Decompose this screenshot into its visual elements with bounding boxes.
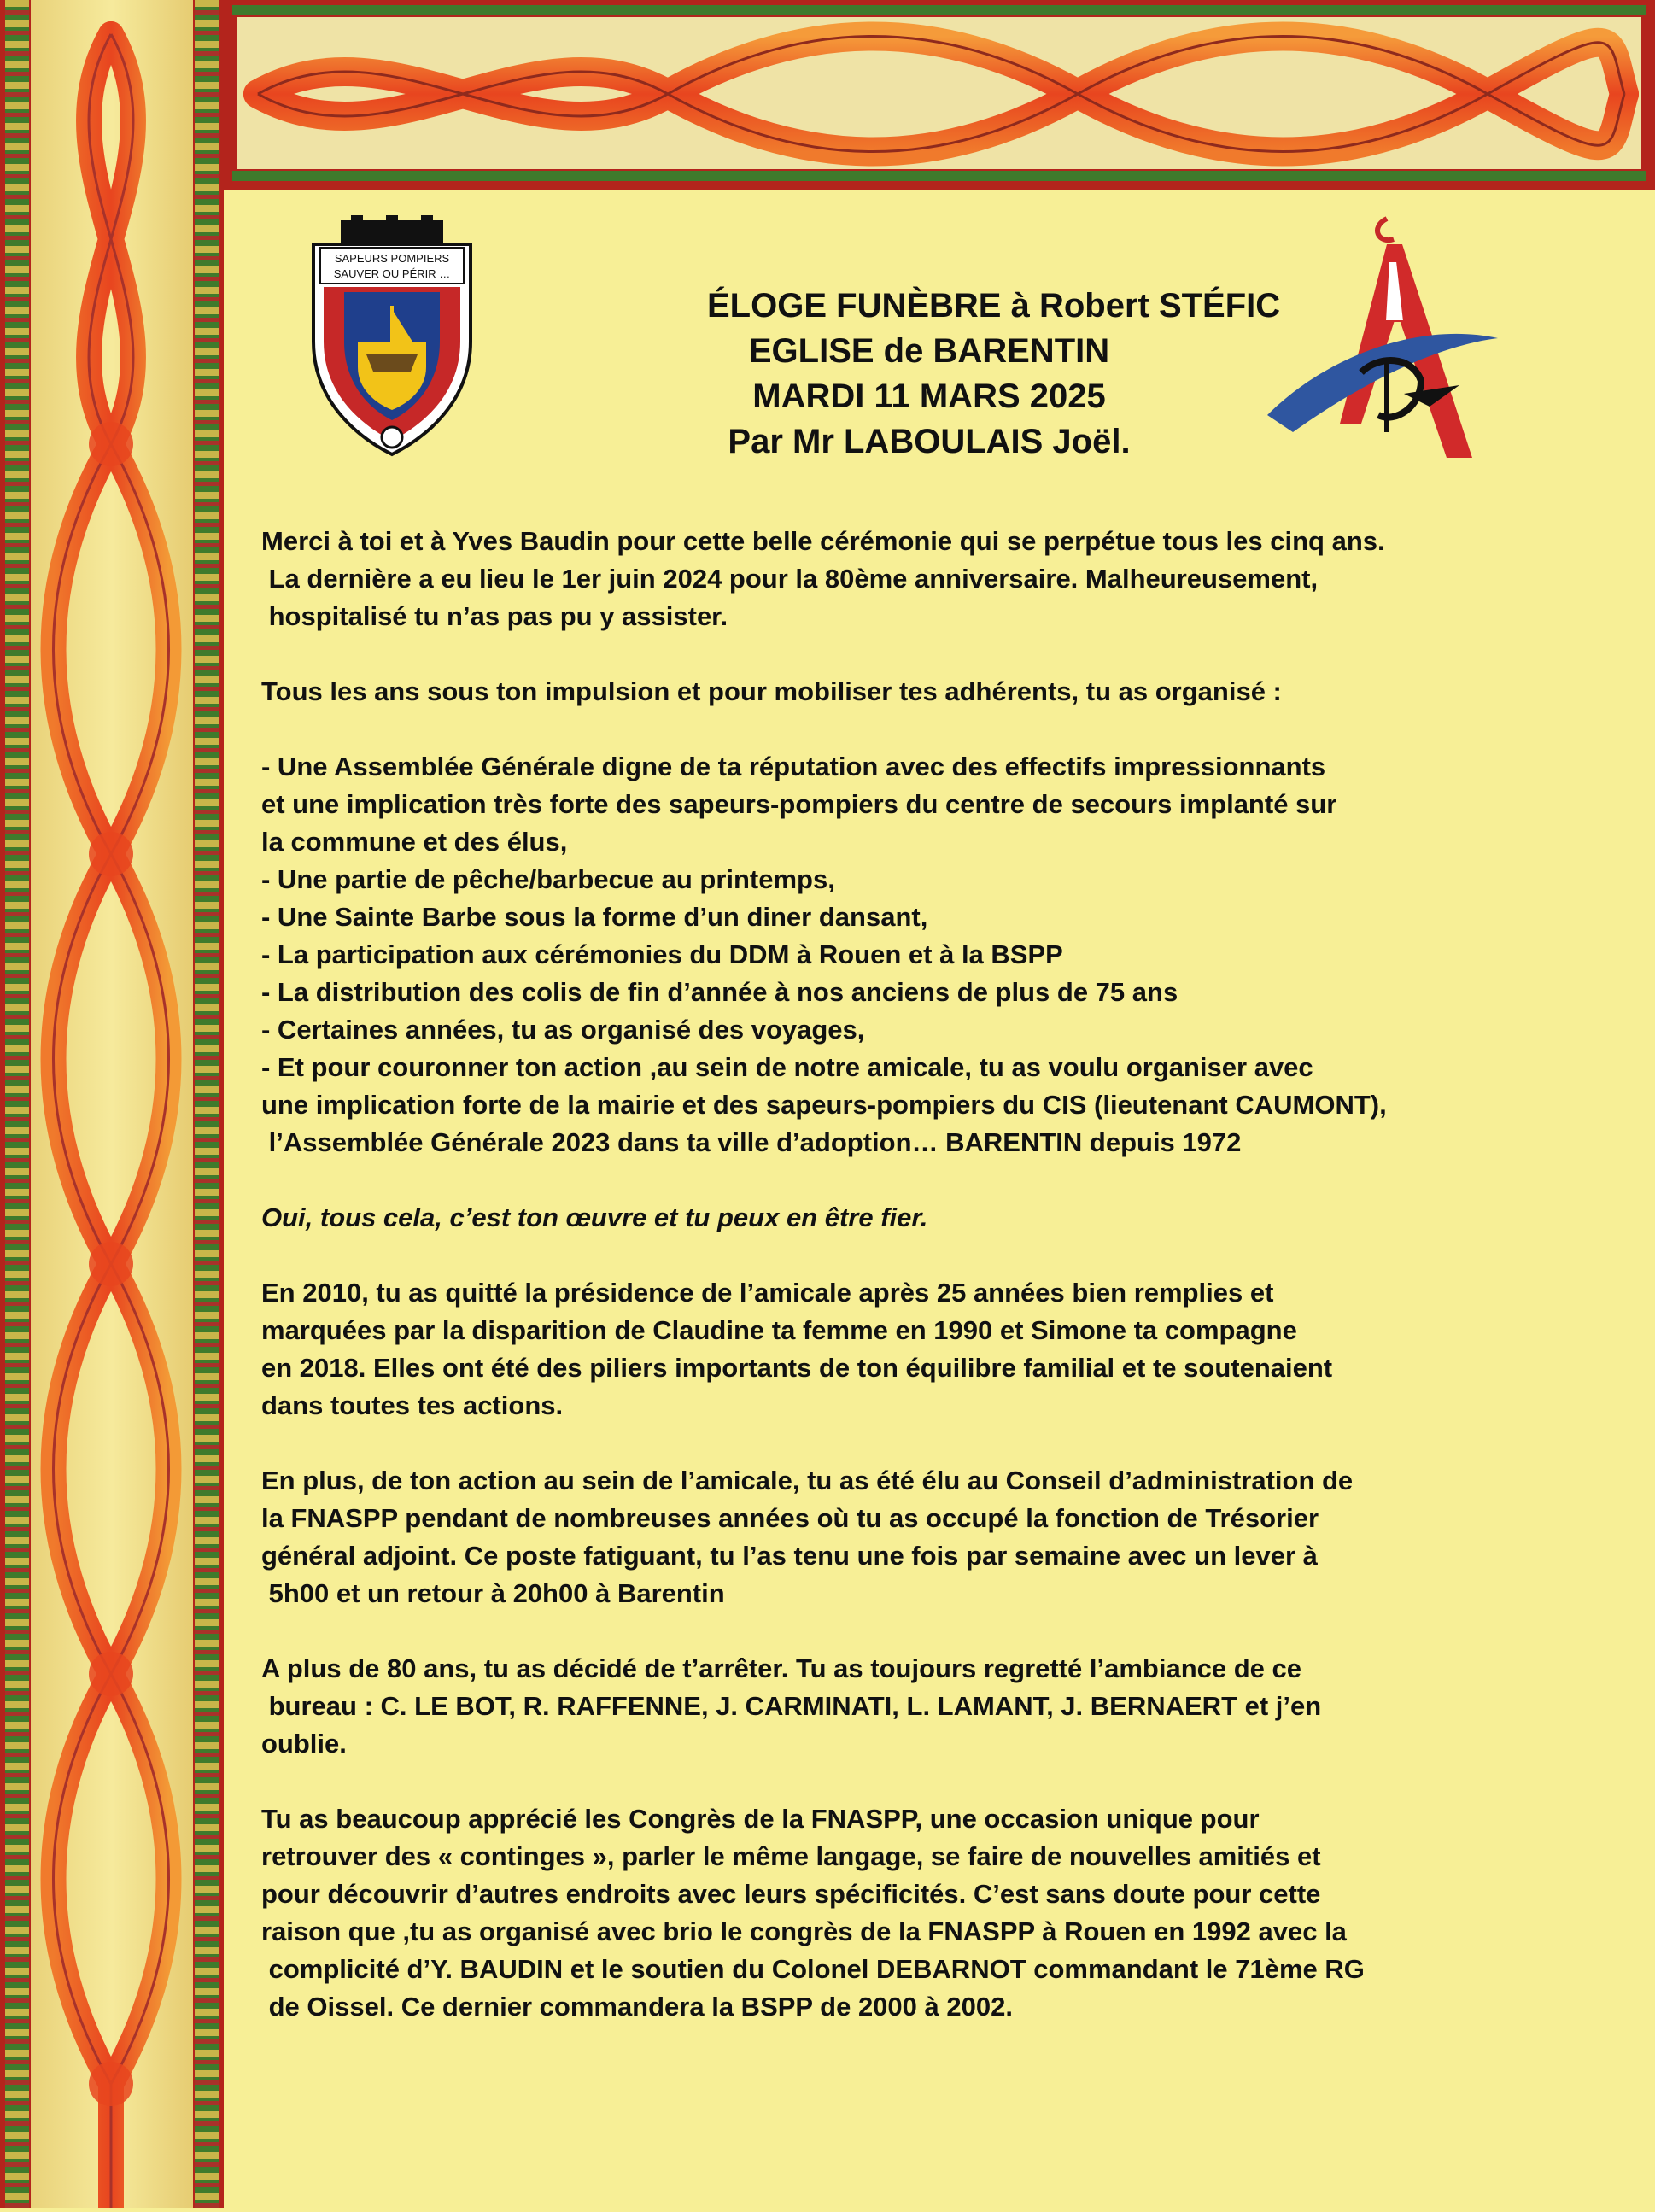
- p1-line-1: Merci à toi et à Yves Baudin pour cette belle cérémonie qui se perpétue tous les cinq ans.: [261, 526, 1385, 556]
- p5-line-4: dans toutes tes actions.: [261, 1390, 564, 1420]
- title-line-3: MARDI 11 MARS 2025: [752, 377, 1106, 415]
- page-title: [707, 284, 1281, 465]
- left-celtic-border: [0, 0, 224, 2208]
- p7-line-3: oublie.: [261, 1729, 347, 1758]
- badge-motto-line1: SAPEURS POMPIERS: [334, 252, 450, 265]
- p8-line-2: retrouver des « continges », parler le même langage, se faire de nouvelles amitiés et: [261, 1841, 1321, 1871]
- title-line-4: Par Mr LABOULAIS Joël.: [728, 423, 1131, 460]
- paragraph-8: [261, 1800, 1628, 2026]
- p3-line-6: - La participation aux cérémonies du DDM à Rouen et à la BSPP: [261, 939, 1063, 969]
- celtic-knot-horizontal-icon: [224, 0, 1655, 190]
- p3-line-1: - Une Assemblée Générale digne de ta réputation avec des effectifs impressionnants: [261, 752, 1326, 781]
- p3-line-2: et une implication très forte des sapeurs-pompiers du centre de secours implanté sur: [261, 789, 1337, 819]
- p6-line-2: la FNASPP pendant de nombreuses années où tu as occupé la fonction de Trésorier: [261, 1503, 1319, 1533]
- badge-motto-line2: SAUVER OU PÉRIR …: [333, 267, 451, 280]
- top-celtic-band: [224, 0, 1655, 190]
- p2-line-1: Tous les ans sous ton impulsion et pour mobiliser tes adhérents, tu as organisé :: [261, 676, 1282, 706]
- paragraph-2: [261, 673, 1628, 711]
- shield-icon: [307, 214, 477, 457]
- firefighter-shield-logo: [307, 214, 477, 457]
- p5-line-3: en 2018. Elles ont été des piliers importants de ton équilibre familial et te soutenaient: [261, 1353, 1333, 1383]
- p6-line-4: 5h00 et un retour à 20h00 à Barentin: [261, 1578, 725, 1608]
- paragraph-4: [261, 1199, 1628, 1237]
- title-line-1: ÉLOGE FUNÈBRE à Robert STÉFIC: [707, 287, 1281, 325]
- paragraph-7: [261, 1650, 1628, 1763]
- p3-line-5: - Une Sainte Barbe sous la forme d’un diner dansant,: [261, 902, 928, 932]
- fnaspp-tower-logo: [1259, 210, 1506, 466]
- tower-icon: [1259, 210, 1506, 466]
- eulogy-page: [224, 190, 1655, 2208]
- p4-line-1: Oui, tous cela, c’est ton œuvre et tu peux en être fier.: [261, 1203, 928, 1232]
- celtic-knot-vertical-icon: [0, 0, 224, 2208]
- paragraph-5: [261, 1274, 1628, 1425]
- p1-line-3: hospitalisé tu n’as pas pu y assister.: [261, 601, 728, 631]
- p8-line-4: raison que ,tu as organisé avec brio le congrès de la FNASPP à Rouen en 1992 avec la: [261, 1916, 1347, 1946]
- paragraph-1: [261, 523, 1628, 635]
- paragraph-3: [261, 748, 1628, 1162]
- eulogy-body: [261, 523, 1628, 2026]
- p8-line-6: de Oissel. Ce dernier commandera la BSPP de 2000 à 2002.: [261, 1992, 1013, 2022]
- p5-line-1: En 2010, tu as quitté la présidence de l’amicale après 25 années bien remplies et: [261, 1278, 1274, 1308]
- p3-line-7: - La distribution des colis de fin d’année à nos anciens de plus de 75 ans: [261, 977, 1178, 1007]
- p8-line-1: Tu as beaucoup apprécié les Congrès de la FNASPP, une occasion unique pour: [261, 1804, 1260, 1834]
- p3-line-11: l’Assemblée Générale 2023 dans ta ville d’adoption… BARENTIN depuis 1972: [261, 1127, 1242, 1157]
- p7-line-2: bureau : C. LE BOT, R. RAFFENNE, J. CARMINATI, L. LAMANT, J. BERNAERT et j’en: [261, 1691, 1322, 1721]
- p1-line-2: La dernière a eu lieu le 1er juin 2024 pour la 80ème anniversaire. Malheureusement,: [261, 564, 1319, 594]
- p6-line-1: En plus, de ton action au sein de l’amicale, tu as été élu au Conseil d’administration de: [261, 1466, 1354, 1495]
- p3-line-9: - Et pour couronner ton action ,au sein de notre amicale, tu as voulu organiser avec: [261, 1052, 1313, 1082]
- p3-line-3: la commune et des élus,: [261, 827, 568, 857]
- p8-line-5: complicité d’Y. BAUDIN et le soutien du Colonel DEBARNOT commandant le 71ème RG: [261, 1954, 1365, 1984]
- p7-line-1: A plus de 80 ans, tu as décidé de t’arrêter. Tu as toujours regretté l’ambiance de ce: [261, 1653, 1302, 1683]
- p3-line-4: - Une partie de pêche/barbecue au printemps,: [261, 864, 835, 894]
- p8-line-3: pour découvrir d’autres endroits avec leurs spécificités. C’est sans doute pour cette: [261, 1879, 1321, 1909]
- title-line-2: EGLISE de BARENTIN: [748, 332, 1110, 370]
- paragraph-6: [261, 1462, 1628, 1612]
- p5-line-2: marquées par la disparition de Claudine ta femme en 1990 et Simone ta compagne: [261, 1315, 1297, 1345]
- p3-line-10: une implication forte de la mairie et des sapeurs-pompiers du CIS (lieutenant CAUMONT),: [261, 1090, 1387, 1120]
- p6-line-3: général adjoint. Ce poste fatiguant, tu l’as tenu une fois par semaine avec un lever à: [261, 1541, 1318, 1571]
- p3-line-8: - Certaines années, tu as organisé des voyages,: [261, 1015, 865, 1045]
